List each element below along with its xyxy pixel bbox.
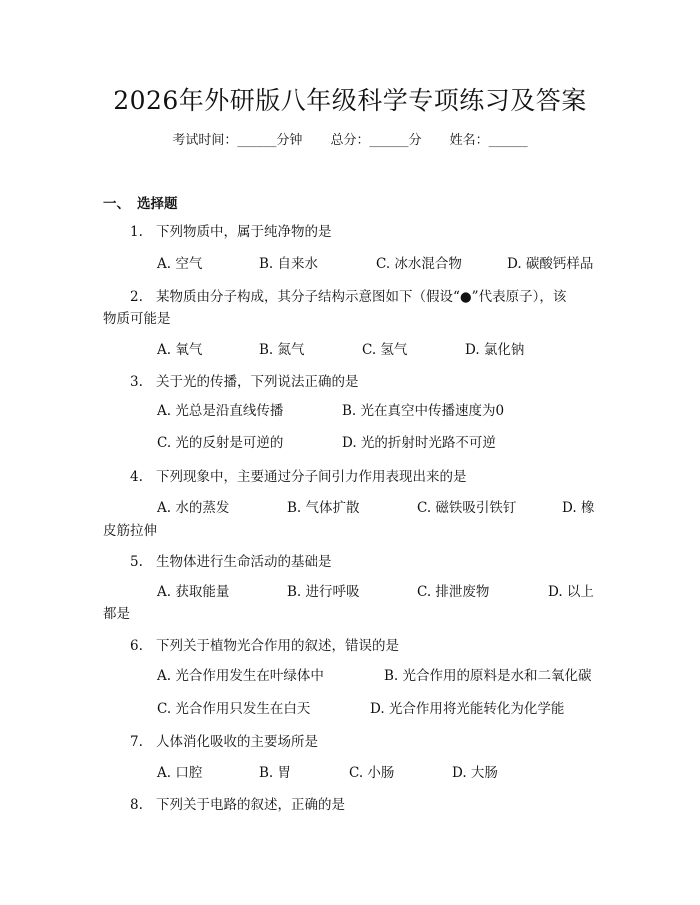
section-label: 选择题 xyxy=(137,196,178,212)
option-d: D. 光合作用将光能转化为化学能 xyxy=(370,701,565,717)
question-text: 关于光的传播，下列说法正确的是 xyxy=(156,374,359,390)
question-7 xyxy=(103,730,600,754)
question-number: 3. xyxy=(130,374,143,390)
question-2-text-continued: 物质可能是 xyxy=(103,311,171,327)
exam-time-field: 考试时间：______分钟 xyxy=(172,133,303,148)
section-heading xyxy=(103,192,178,212)
option-d: D. 橡 xyxy=(562,500,595,516)
option-b: B. 胃 xyxy=(259,765,292,781)
question-text: 生物体进行生命活动的基础是 xyxy=(156,554,332,570)
option-d: D. 大肠 xyxy=(452,765,498,781)
option-b: B. 光在真空中传播速度为0 xyxy=(342,403,505,419)
question-8 xyxy=(103,793,600,817)
option-b: B. 气体扩散 xyxy=(287,500,360,516)
question-number: 1. xyxy=(130,224,143,240)
question-2 xyxy=(103,285,600,309)
option-a: A. 氧气 xyxy=(157,342,203,358)
question-text: 下列关于植物光合作用的叙述，错误的是 xyxy=(156,638,399,654)
question-5 xyxy=(103,550,600,574)
exam-info-line xyxy=(0,131,700,151)
question-6 xyxy=(103,634,600,658)
option-d: D. 光的折射时光路不可逆 xyxy=(342,435,496,451)
total-score-field: 总分：______分 xyxy=(330,133,422,148)
question-3 xyxy=(103,370,600,394)
question-4 xyxy=(103,465,600,489)
option-d: D. 碳酸钙样品 xyxy=(507,256,594,272)
option-b: B. 光合作用的原料是水和二氧化碳 xyxy=(384,668,592,684)
option-a: A. 光合作用发生在叶绿体中 xyxy=(157,668,324,684)
question-4-option-d-continued: 皮筋拉伸 xyxy=(103,523,157,539)
question-5-option-d-continued: 都是 xyxy=(103,606,130,622)
question-text: 人体消化吸收的主要场所是 xyxy=(156,734,318,750)
option-d: D. 以上 xyxy=(548,584,594,600)
section-number: 一、 xyxy=(103,196,130,212)
option-b: B. 自来水 xyxy=(259,256,319,272)
option-c: C. 氢气 xyxy=(362,342,408,358)
option-a: A. 水的蒸发 xyxy=(157,500,230,516)
question-1 xyxy=(103,220,600,244)
question-text: 下列物质中，属于纯净物的是 xyxy=(156,224,332,240)
option-a: A. 光总是沿直线传播 xyxy=(157,403,284,419)
question-number: 5. xyxy=(130,554,143,570)
question-number: 6. xyxy=(130,638,143,654)
page-title: 2026年外研版八年级科学专项练习及答案 xyxy=(113,86,587,115)
option-c: C. 小肠 xyxy=(349,765,395,781)
question-number: 2. xyxy=(130,289,143,305)
question-text: 下列现象中，主要通过分子间引力作用表现出来的是 xyxy=(156,469,467,485)
student-name-field: 姓名：______ xyxy=(449,133,528,148)
question-number: 7. xyxy=(130,734,143,750)
option-c: C. 排泄废物 xyxy=(417,584,490,600)
question-text: 某物质由分子构成，其分子结构示意图如下（假设“●”代表原子），该 xyxy=(156,289,567,305)
question-text: 下列关于电路的叙述，正确的是 xyxy=(156,797,345,813)
question-number: 8. xyxy=(130,797,143,813)
option-a: A. 空气 xyxy=(157,256,203,272)
option-d: D. 氯化钠 xyxy=(465,342,525,358)
question-number: 4. xyxy=(130,469,143,485)
option-b: B. 氮气 xyxy=(259,342,305,358)
option-c: C. 光的反射是可逆的 xyxy=(157,435,284,451)
option-c: C. 磁铁吸引铁钉 xyxy=(417,500,517,516)
option-c: C. 光合作用只发生在白天 xyxy=(157,701,311,717)
option-a: A. 口腔 xyxy=(157,765,203,781)
option-b: B. 进行呼吸 xyxy=(287,584,360,600)
option-c: C. 冰水混合物 xyxy=(376,256,462,272)
option-a: A. 获取能量 xyxy=(157,584,230,600)
